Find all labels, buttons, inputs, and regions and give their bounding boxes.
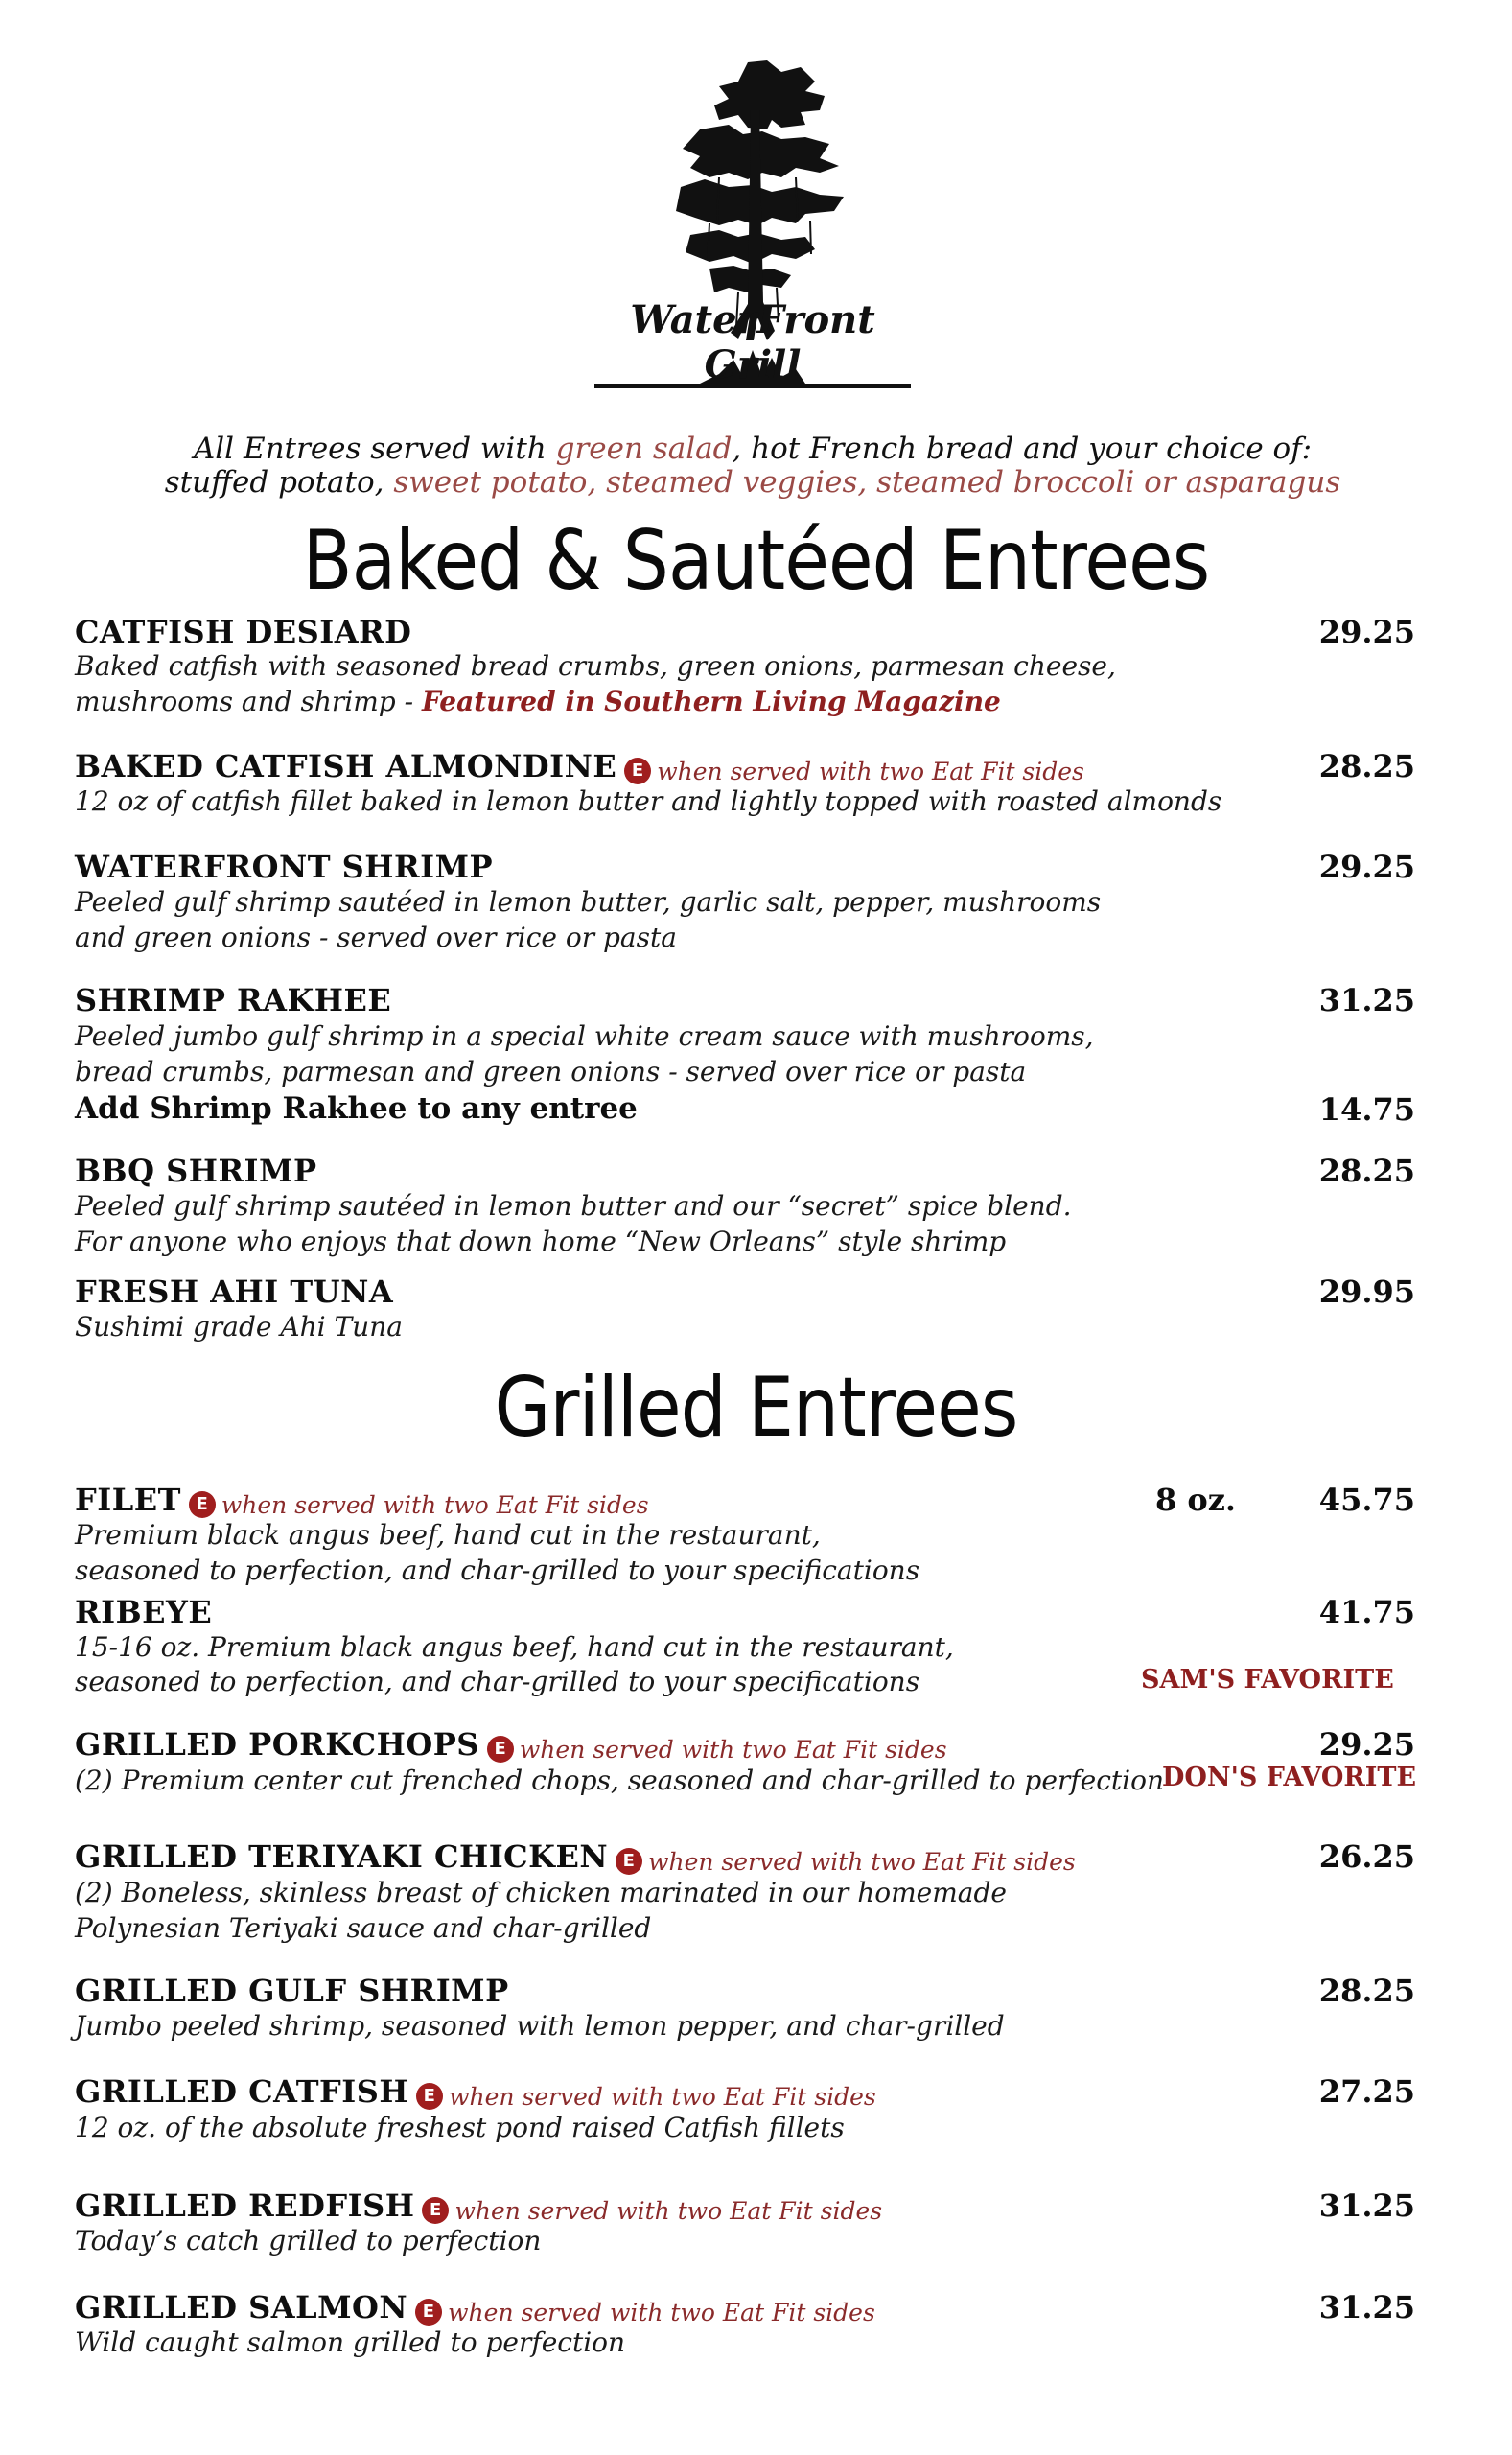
item-price: 28.25 [1318,1973,1415,2009]
item-desc: 12 oz of catfish fillet baked in lemon butter and lightly topped with roasted almonds [75,785,1222,817]
section-title-grilled: Grilled Entrees [494,1360,1018,1456]
item-name: GRILLED TERIYAKI CHICKEN E when served with two Eat Fit sides [75,1838,1076,1876]
item-desc: and green onions - served over rice or pasta [75,922,677,953]
eat-fit-icon: E [487,1736,514,1763]
eat-fit-badge: E when served with two Eat Fit sides [189,1485,649,1521]
item-name: RIBEYE [75,1594,213,1630]
eat-fit-badge: E when served with two Eat Fit sides [416,2076,876,2113]
item-desc: Peeled jumbo gulf shrimp in a special white cream sauce with mushrooms, [75,1020,1094,1052]
item-price: 31.25 [1318,982,1415,1018]
item-name: FRESH AHI TUNA [75,1274,394,1310]
item-name: FILET E when served with two Eat Fit sides [75,1482,649,1519]
eat-fit-icon: E [416,2083,443,2110]
item-desc: For anyone who enjoys that down home “New Orleans” style shrimp [75,1226,1007,1257]
item-price: 29.25 [1318,614,1415,650]
eat-fit-icon: E [422,2197,449,2224]
item-desc: 15-16 oz. Premium black angus beef, hand cut in the restaurant, [75,1631,954,1663]
item-price: 29.95 [1318,1274,1415,1310]
item-price: 28.25 [1318,748,1415,784]
item-price: 29.25 [1318,849,1415,885]
item-desc: Wild caught salmon grilled to perfection [75,2326,626,2358]
eat-fit-icon: E [624,758,651,784]
favorite-label: DON'S FAVORITE [1162,1763,1417,1792]
eat-fit-icon: E [189,1491,216,1518]
item-name: GRILLED PORKCHOPS E when served with two Eat Fit sides [75,1726,947,1764]
add-on-label: Add Shrimp Rakhee to any entree [75,1091,638,1126]
item-name: WATERFRONT SHRIMP [75,849,494,885]
eat-fit-icon: E [616,1848,642,1875]
item-price: 31.25 [1318,2289,1415,2326]
item-desc: mushrooms and shrimp - Featured in Southern Living Magazine [75,686,1001,717]
item-price: 28.25 [1318,1153,1415,1189]
item-name: GRILLED REDFISH E when served with two Eat Fit sides [75,2187,883,2225]
eat-fit-badge: E when served with two Eat Fit sides [624,751,1084,787]
item-desc: seasoned to perfection, and char-grilled to your specifications [75,1555,920,1586]
item-desc: Premium black angus beef, hand cut in the restaurant, [75,1519,821,1551]
eat-fit-badge: E when served with two Eat Fit sides [616,1841,1076,1878]
item-price: 31.25 [1318,2187,1415,2224]
item-desc: (2) Boneless, skinless breast of chicken marinated in our homemade [75,1877,1007,1908]
item-name: BAKED CATFISH ALMONDINE E when served with two Eat Fit sides [75,748,1084,785]
item-price: 27.25 [1318,2073,1415,2110]
item-desc: bread crumbs, parmesan and green onions - served over rice or pasta [75,1056,1027,1087]
logo-wordmark: WaterFront Grill [630,297,875,387]
add-on-price: 14.75 [1318,1091,1415,1128]
eat-fit-badge: E when served with two Eat Fit sides [415,2292,875,2328]
item-name: BBQ SHRIMP [75,1153,317,1189]
featured-note: Featured in Southern Living Magazine [421,686,1001,717]
item-desc: seasoned to perfection, and char-grilled to your specifications [75,1666,920,1697]
item-price: 41.75 [1318,1594,1415,1630]
item-desc: Sushimi grade Ahi Tuna [75,1311,403,1343]
item-desc: Peeled gulf shrimp sautéed in lemon butter and our “secret” spice blend. [75,1190,1072,1222]
item-size: 8 oz. [1155,1482,1237,1518]
item-price: 26.25 [1318,1838,1415,1875]
item-desc: Today’s catch grilled to perfection [75,2225,542,2256]
eat-fit-icon: E [415,2299,442,2326]
item-name: GRILLED SALMON E when served with two Eat Fit sides [75,2289,875,2326]
item-desc: 12 oz. of the absolute freshest pond raised Catfish fillets [75,2112,845,2143]
item-name: CATFISH DESIARD [75,614,412,650]
item-name: GRILLED CATFISH E when served with two Eat Fit sides [75,2073,876,2111]
item-desc: Baked catfish with seasoned bread crumbs, green onions, parmesan cheese, [75,650,1116,682]
item-desc: Polynesian Teriyaki sauce and char-grilled [75,1912,652,1944]
item-desc: Jumbo peeled shrimp, seasoned with lemon pepper, and char-grilled [75,2010,1005,2042]
item-name: SHRIMP RAKHEE [75,982,392,1018]
favorite-label: SAM'S FAVORITE [1141,1665,1394,1695]
item-price: 29.25 [1318,1726,1415,1763]
item-name: GRILLED GULF SHRIMP [75,1973,509,2009]
eat-fit-badge: E when served with two Eat Fit sides [422,2190,882,2227]
item-desc: (2) Premium center cut frenched chops, seasoned and char-grilled to perfection [75,1765,1164,1796]
item-desc: Peeled gulf shrimp sautéed in lemon butter, garlic salt, pepper, mushrooms [75,886,1102,918]
eat-fit-badge: E when served with two Eat Fit sides [487,1729,947,1765]
item-price: 45.75 [1318,1482,1415,1518]
intro-line-2: stuffed potato, sweet potato, steamed veggies, steamed broccoli or asparagus [164,465,1341,500]
intro-line-1: All Entrees served with green salad, hot French bread and your choice of: [193,432,1313,466]
section-title-baked: Baked & Sautéed Entrees [302,513,1210,609]
